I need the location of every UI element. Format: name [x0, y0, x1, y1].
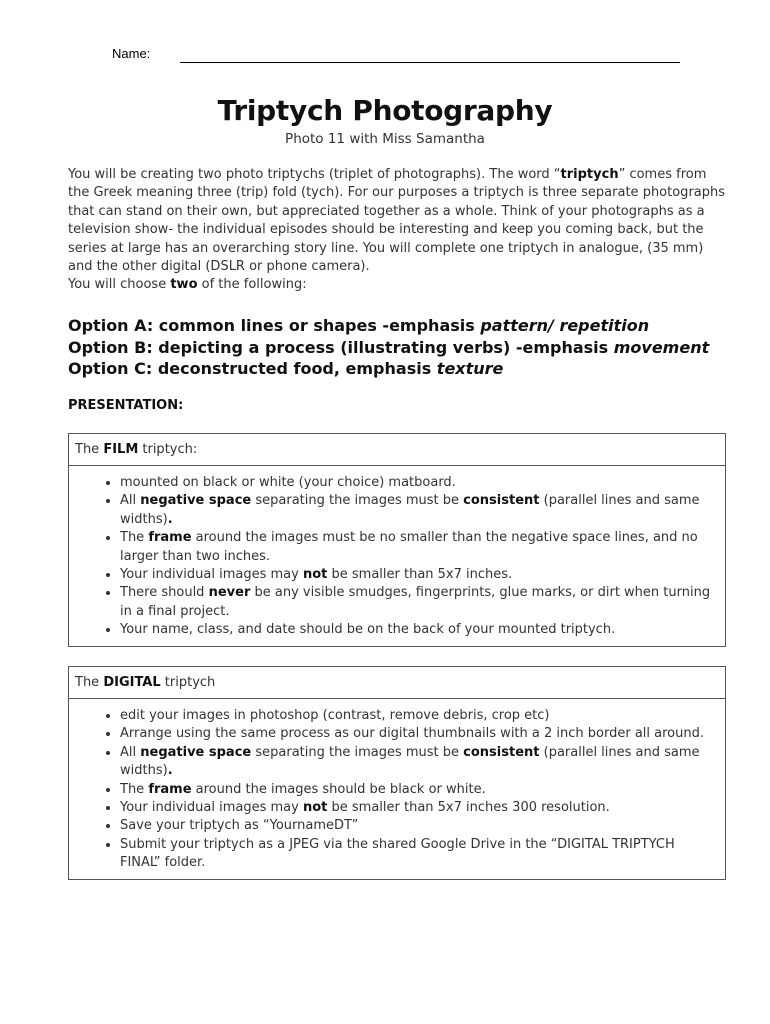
list-item: • There should never be any visible smudges, fingerprints, glue marks, or dirt when turning in a final project. [120, 584, 715, 621]
digital-triptych-box [68, 666, 726, 880]
list-item: • The frame around the images must be no smaller than the negative space lines, and no larger than two inches. [120, 529, 715, 566]
page-title: Triptych Photography [217, 94, 553, 127]
intro-paragraph: You will be creating two photo triptychs (triplet of photographs). The word “triptych” comes from the Greek meaning three (trip) fold (tych). For our purposes a triptych is three separate photographs that can stand on their own, but appreciated together as a whole. Think of your photographs as a television show- the individual episodes should be interesting and keep you coming back, but the series at large has an overarching story line. You will complete one triptych in analogue, (35 mm) and the other digital (DSLR or phone camera). [68, 167, 726, 275]
option-b: Option B: depicting a process (illustrating verbs) -emphasis movement [68, 337, 710, 357]
presentation-heading: PRESENTATION: [68, 398, 184, 413]
list-item: • All negative space separating the images must be consistent (parallel lines and same widths). [120, 492, 715, 529]
list-item: • Submit your triptych as a JPEG via the shared Google Drive in the “DIGITAL TRIPTYCH FINAL” folder. [120, 836, 715, 873]
digital-box-header: The DIGITAL triptych [69, 667, 725, 699]
list-item: • Your name, class, and date should be on the back of your mounted triptych. [120, 621, 715, 639]
digital-requirements-list [69, 699, 725, 879]
option-a: Option A: common lines or shapes -emphasis pattern/ repetition [68, 316, 650, 335]
list-item: • Arrange using the same process as our digital thumbnails with a 2 inch border all around. [120, 725, 715, 743]
film-requirements-list [69, 466, 725, 646]
film-box-header: The FILM triptych: [69, 434, 725, 466]
film-triptych-box [68, 433, 726, 647]
list-item: • Your individual images may not be smaller than 5x7 inches. [120, 566, 715, 584]
list-item: • edit your images in photoshop (contrast, remove debris, crop etc) [120, 707, 715, 725]
page-subtitle: Photo 11 with Miss Samantha [285, 131, 485, 147]
list-item: • The frame around the images should be black or white. [120, 781, 715, 799]
options-list [68, 315, 728, 380]
name-label: Name: [112, 46, 151, 61]
list-item: • mounted on black or white (your choice) matboard. [120, 474, 715, 492]
name-line [180, 62, 680, 63]
list-item: • Your individual images may not be smaller than 5x7 inches 300 resolution. [120, 799, 715, 817]
list-item: • All negative space separating the images must be consistent (parallel lines and same widths). [120, 744, 715, 781]
list-item: • Save your triptych as “YournameDT” [120, 817, 715, 835]
choose-line: You will choose two of the following: [68, 277, 307, 293]
option-c: Option C: deconstructed food, emphasis texture [68, 359, 504, 378]
intro-section [68, 166, 728, 295]
